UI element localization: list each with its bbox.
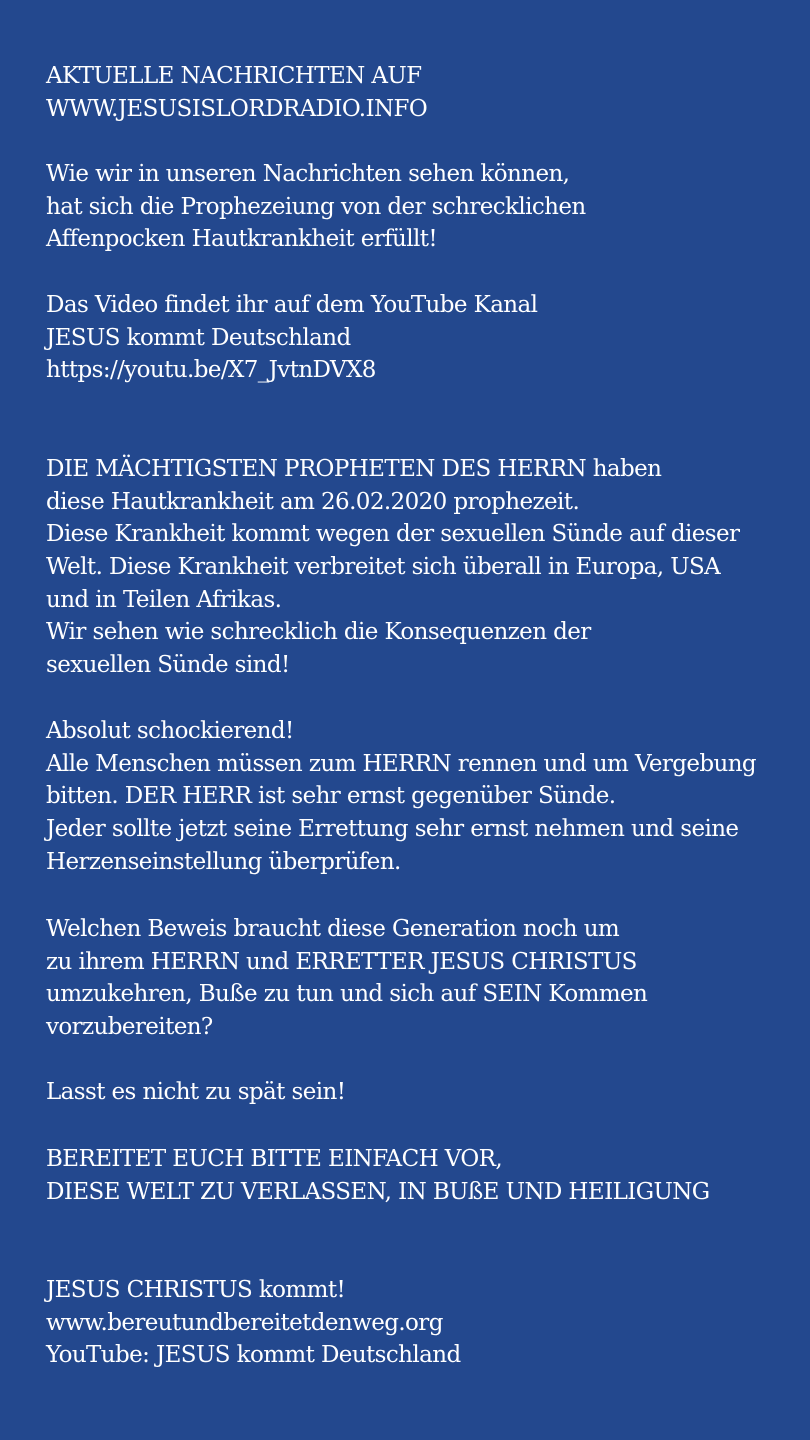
warning-line-1: Lasst es nicht zu spät sein! [46,1079,346,1105]
prophecy-paragraph [46,453,786,682]
question-line-2: zu ihrem HERRN und ERRETTER JESUS CHRISTUS [46,948,637,975]
footer-website: www.bereutundbereitetdenweg.org [46,1309,443,1336]
header-block [46,60,786,125]
cta-line-2: DIESE WELT ZU VERLASSEN, IN BUßE UND HEILIGUNG [46,1178,710,1205]
intro-line-1: Wie wir in unseren Nachrichten sehen können, [46,161,570,187]
prophecy-line-5: und in Teilen Afrikas. [46,586,282,613]
question-line-1: Welchen Beweis braucht diese Generation noch um [46,916,620,942]
shocking-line-1: Absolut schockierend! [46,718,294,744]
question-line-3: umzukehren, Buße zu tun und sich auf SEIN Kommen [46,981,648,1008]
header-website: WWW.JESUSISLORDRADIO.INFO [46,95,428,122]
intro-line-3: Affenpocken Hautkrankheit erfüllt! [46,226,438,253]
prophecy-line-1: DIE MÄCHTIGSTEN PROPHETEN DES HERRN haben [46,456,662,482]
prophecy-line-3: Diese Krankheit kommt wegen der sexuellen Sünde auf dieser [46,521,740,548]
video-link: https://youtu.be/X7_JvtnDVX8 [46,357,376,384]
intro-line-2: hat sich die Prophezeiung von der schrecklichen [46,193,586,220]
prophecy-line-4: Welt. Diese Krankheit verbreitet sich überall in Europa, USA [46,554,721,581]
prophecy-line-7: sexuellen Sünde sind! [46,652,290,679]
question-line-4: vorzubereiten? [46,1014,213,1041]
footer-youtube: YouTube: JESUS kommt Deutschland [46,1342,461,1369]
shocking-paragraph [46,715,786,878]
cta-line-1: BEREITET EUCH BITTE EINFACH VOR, [46,1146,503,1172]
prophecy-line-6: Wir sehen wie schrecklich die Konsequenzen der [46,619,591,646]
call-to-action-paragraph [46,1143,786,1208]
footer-line-1: JESUS CHRISTUS kommt! [46,1277,346,1303]
prophecy-line-2: diese Hautkrankheit am 26.02.2020 prophezeit. [46,488,580,515]
shocking-line-5: Herzenseinstellung überprüfen. [46,848,401,875]
shocking-line-3: bitten. DER HERR ist sehr ernst gegenüber Sünde. [46,783,616,810]
question-paragraph [46,913,786,1044]
shocking-line-2: Alle Menschen müssen zum HERRN rennen und um Vergebung [46,750,757,777]
header-line-1: AKTUELLE NACHRICHTEN AUF [46,63,422,89]
video-channel-name: JESUS kommt Deutschland [46,324,351,351]
video-info-paragraph [46,289,786,387]
shocking-line-4: Jeder sollte jetzt seine Errettung sehr ernst nehmen und seine [46,816,739,843]
intro-paragraph [46,158,786,256]
video-info-line-1: Das Video findet ihr auf dem YouTube Kanal [46,292,538,318]
footer-block [46,1274,786,1372]
warning-paragraph [46,1076,786,1109]
